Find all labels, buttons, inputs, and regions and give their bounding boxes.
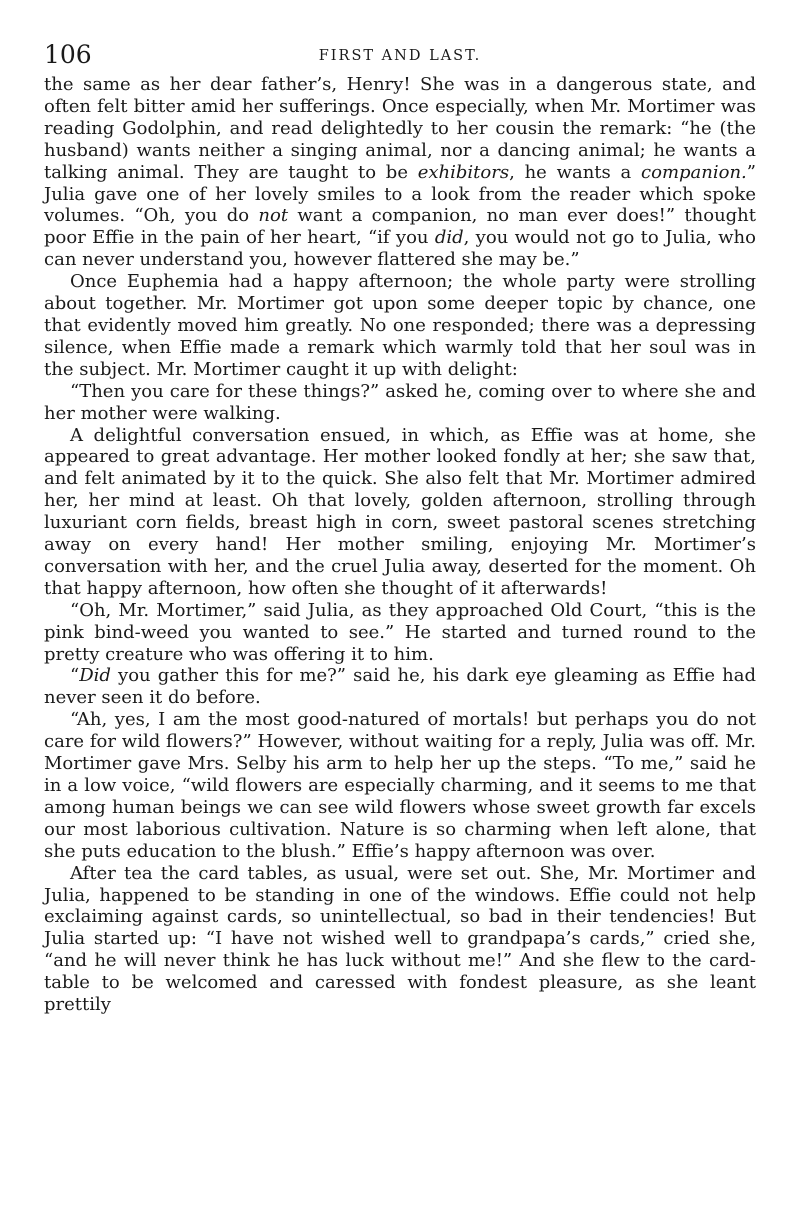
italic-text: did xyxy=(434,227,464,249)
text-run: , you would not go to Julia, who can never understand you, however flattered she may be.” xyxy=(44,227,756,271)
text-run: Once Euphemia had a happy afternoon; the whole party were strolling about together. Mr. Mortimer got upon some deeper topic by chance, one that evidently moved him greatly. No one responded; there was a depressing silence, when Effie made a remark which warmly told that her soul was in the subject. Mr. Mortimer caught it up with delight: xyxy=(44,271,756,380)
paragraph-p3 xyxy=(44,381,756,425)
italic-text: exhibitors xyxy=(417,161,510,183)
paragraph-p2 xyxy=(44,271,756,381)
text-run: you gather this for me?” said he, his dark eye gleaming as Effie had never seen it do before. xyxy=(44,665,756,709)
text-run: want a companion, no man ever does!” thought poor Effie in the pain of her heart, “if you xyxy=(44,205,757,249)
italic-text: companion. xyxy=(641,161,747,183)
paragraph-p8 xyxy=(44,863,756,1016)
text-run: the same as her dear father’s, Henry! She was in a dangerous state, and often felt bitter amid her sufferings. Once especially, when Mr. Mortimer was reading Godolphin, and read delightedly to her cousin the remark: “he (the husband) wants neither a singing animal, nor a dancing animal; he wants a talking animal. They are taught to be xyxy=(44,74,756,183)
text-run: “Oh, Mr. Mortimer,” said Julia, as they approached Old Court, “this is the pink bind-weed you wanted to see.” He started and turned round to the pretty creature who was offering it to him. xyxy=(44,599,756,665)
body-text xyxy=(44,74,756,1016)
text-run: “ xyxy=(70,665,80,687)
paragraph-p5 xyxy=(44,600,756,666)
paragraph-p7 xyxy=(44,709,756,862)
text-run: “Ah, yes, I am the most good-natured of mortals! but perhaps you do not care for wild flowers?” However, without waiting for a reply, Julia was off. Mr. Mortimer gave Mrs. Selby his arm to help her up the steps. “To me,” said he in a low voice, “wild flowers are especially charming, and it seems to me that among human beings we can see wild flowers whose sweet growth far excels our most laborious cultivation. Nature is so charming when left alone, that she puts education to the blush.” Effie’s happy afternoon was over. xyxy=(44,709,756,862)
paragraph-p6 xyxy=(44,665,756,709)
paragraph-p4 xyxy=(44,425,756,600)
text-run: , he wants a xyxy=(509,161,642,183)
italic-text: not xyxy=(258,205,289,227)
text-run: A delightful conversation ensued, in which, as Effie was at home, she appeared to great advantage. Her mother looked fondly at her; she saw that, and felt animated by it to the quick. She also felt that Mr. Mortimer admired her, her mind at least. Oh that lovely, golden afternoon, strolling through luxuriant corn fields, breast high in corn, sweet pastoral scenes stretching away on every hand! Her mother smiling, enjoying Mr. Mortimer’s conversation with her, and the cruel Julia away, deserted for the moment. Oh that happy afternoon, how often she thought of it afterwards! xyxy=(44,424,756,599)
running-head xyxy=(44,40,756,74)
page-number: 106 xyxy=(44,40,92,69)
text-run: After tea the card tables, as usual, were set out. She, Mr. Mortimer and Julia, happened to be standing in one of the windows. Effie could not help exclaiming against cards, so unintellectual, so bad in their tendencies! But Julia started up: “I have not wished well to grandpapa’s cards,” cried she, “and he will never think he has luck without me!” And she flew to the card-table to be welcomed and caressed with fondest pleasure, as she leant prettily xyxy=(44,862,756,1016)
italic-text: Did xyxy=(79,665,111,687)
book-page xyxy=(44,40,756,1016)
paragraph-p1 xyxy=(44,74,756,271)
text-run: ” Julia gave one of her lovely smiles to a look from the reader which spoke volumes. “Oh, you do xyxy=(44,161,756,227)
running-title: FIRST AND LAST. xyxy=(318,48,482,64)
text-run: “Then you care for these things?” asked he, coming over to where she and her mother were walking. xyxy=(44,380,756,424)
